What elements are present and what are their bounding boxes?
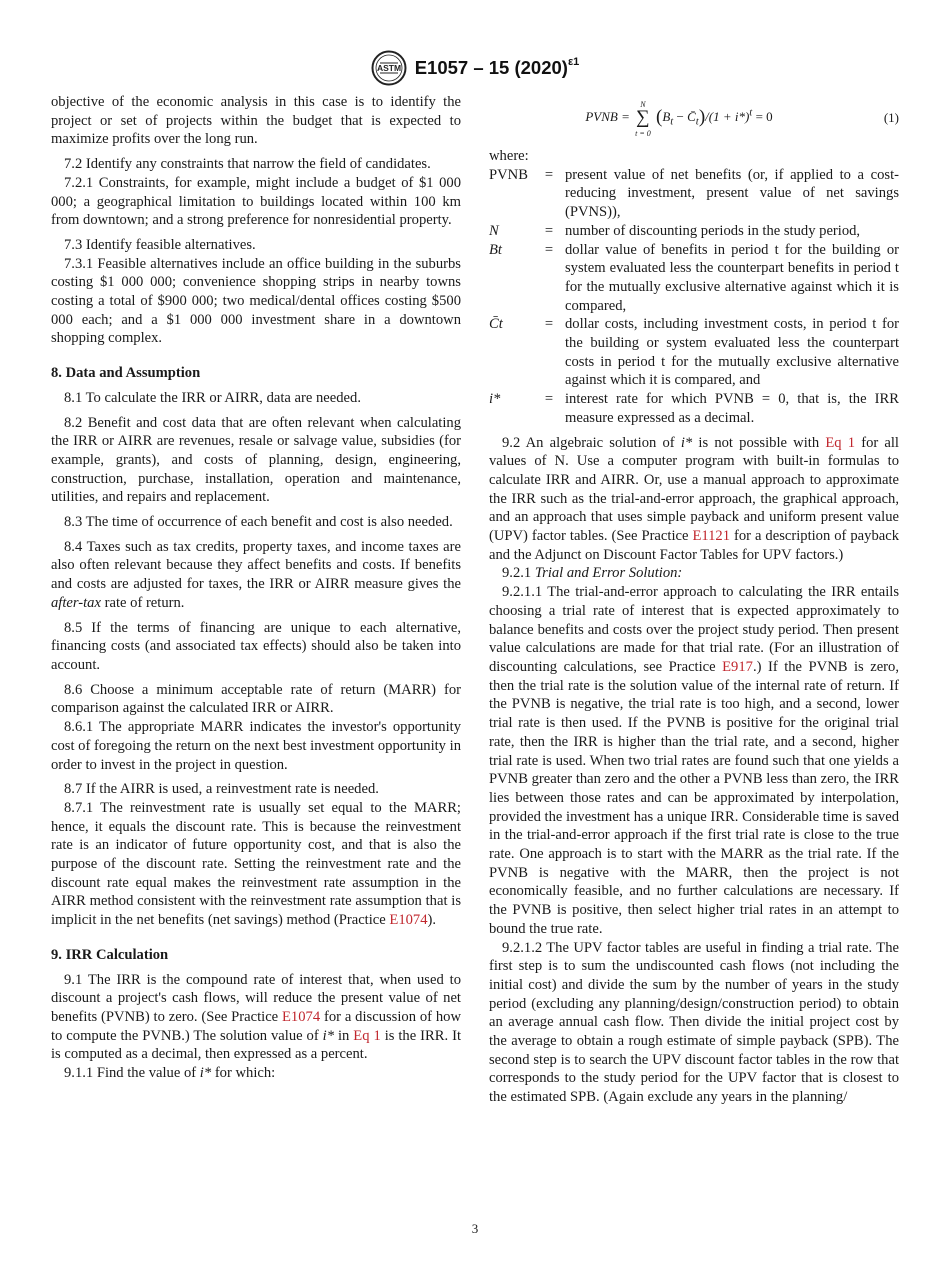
equation-number: (1) [883,109,899,125]
practice-e1121-link[interactable]: E1121 [692,528,730,545]
definition-text: dollar value of benefits in period t for the building or system evaluated less the counterpart benefits in period t for the mutually exclusive alternative against which it is compared, [565,241,899,314]
paragraph: 8.5 If the terms of financing are unique to each alternative, financing costs (and associated tax effects) should also be taken into account. [51,619,461,673]
paragraph: 9.1.1 Find the value of i* for which: [64,1065,276,1082]
left-column [51,93,461,1083]
astm-logo-text: ASTM [376,63,401,73]
definition-symbol: N [489,222,499,239]
page-number: 3 [471,1221,479,1236]
definition-text: interest rate for which PVNB = 0, that is, the IRR measure expressed as a decimal. [565,391,899,426]
standard-designation: E1057 – 15 $(2020)^{\varepsilon 1}$ [414,55,580,78]
paragraph: 9.2 An algebraic solution of i* is not possible with Eq 1 for all values of N. Use a computer program with built-in formulas to calculate IRR and AIRR. Or, use a manual approach to approximate the IRR such as the trial-and-error approach, the graphical approach, and an approach that uses simple payback and uniform present value (UPV) factor tables. (See Practice E1121 for a description of payback and the Adjunct on Discount Factor Tables for UPV factors.) [489,434,899,563]
definition-equals: = [544,391,554,408]
eq-1-link[interactable]: Eq 1 [825,434,856,451]
paragraph: 8.7 If the AIRR is used, a reinvestment rate is needed. [64,781,379,798]
paragraph: 8.7.1 The reinvestment rate is usually set equal to the MARR; hence, it equals the discount rate. This is because the reinvestment rate is an indicator of future opportunity cost, and that is also the purpose of the discount rate. Setting the reinvestment rate and the discount rate equal makes the reinvestment rate assumption in the AIRR method consistent with the reinvestment rate assumption that is implicit in the net benefits (net savings) method (Practice E1074). [51,799,461,929]
definition-symbol: PVNB [489,166,528,183]
definition-equals: = [544,166,554,183]
practice-e917-link[interactable]: E917 [722,658,753,675]
astm-logo-icon [371,50,407,86]
paragraph: 9.1 The IRR is the compound rate of interest that, when used to discount a project's cash flows, will reduce the present value of net benefits (PVNB) to zero. (See Practice E1074 for a discussion of how to compute the PVNB.) The solution value of i* in Eq 1 is the IRR. It is computed as a decimal, then expressed as a percent. [51,971,461,1063]
right-column [489,93,899,1107]
variable-definitions [489,166,899,428]
section-heading-8: 8. Data and Assumption [51,365,201,382]
where-label: where: [489,148,529,164]
definition-equals: = [544,316,554,333]
summation-icon: N ∑ t = 0 [635,100,651,138]
paragraph: 9.2.1.2 The UPV factor tables are useful in finding a trial rate. The first step is to sum the undiscounted cash flows (not including the initial cost) and divide the sum by the number of years in the study period (excluding any planning/design/construction period) to obtain an average annual cash flow. Then divide the initial project cost by the average to obtain a rough estimate of simple payback (SPB). The second step is to search the UPV discount factor tables in the row that corresponds to the study period for the UPV factor that is closest to the estimated SPB. (Again exclude any years in the planning/ [489,939,899,1106]
paragraph: 8.6 Choose a minimum acceptable rate of return (MARR) for comparison against the calculated IRR or AIRR. [51,681,461,717]
paragraph: 7.3 Identify feasible alternatives. [64,236,256,253]
section-heading-9: 9. IRR Calculation [51,946,169,963]
equation-body: PVNB = N ∑ t = 0 ($B_t$ − $C̄_t)/(1 + i*)^t = 0$ [585,100,773,138]
paragraph: 9.2.1 Trial and Error Solution: [502,565,683,582]
practice-e1074-link[interactable]: E1074 [282,1008,321,1025]
definition-row [489,166,899,222]
definition-symbol: i* [489,391,501,408]
designation-superscript: ε1 [567,55,580,68]
definition-equals: = [544,222,554,239]
definition-symbol: C̄t [489,316,503,333]
definition-text: dollar costs, including investment costs, in period t for the building or system evaluated less the counterpart costs in period t for the mutually exclusive alternative against which it is compared, and [565,316,899,389]
paragraph: 7.2.1 Constraints, for example, might include a budget of $1 000 000; a geographical limitation to buildings located within 100 km from downtown; and a strong preference for nonresidential property. [51,174,461,229]
paragraph: 8.4 Taxes such as tax credits, property taxes, and income taxes are also often relevant because they affect benefits and costs. If benefits and costs are adjusted for taxes, the IRR or AIRR measure gives the after-tax rate of return. [51,538,461,611]
definition-row [489,390,899,427]
definition-text: number of discounting periods in the study period, [565,222,861,239]
definition-text: present value of net benefits (or, if applied to a cost-reducing investment, present value of net savings (PVNS)), [565,166,899,221]
equation-1 [489,93,899,143]
paragraph: 7.3.1 Feasible alternatives include an office building in the suburbs costing $1 000 000; convenience shopping strips in nearby towns costing a total of $900 000; two medical/dental offices costing $500 000 each; and a $1 000 000 investment share in a downtown shopping complex. [51,255,461,347]
paragraph: 7.2 Identify any constraints that narrow the field of candidates. [64,156,431,173]
eq-1-link[interactable]: Eq 1 [353,1027,381,1044]
definition-row [489,315,899,390]
paragraph: objective of the economic analysis in this case is to identify the project or set of projects within the budget that is expected to maximize profits over the long run. [51,94,461,148]
paragraph: 9.2.1.1 The trial-and-error approach to calculating the IRR entails choosing a trial rate of interest that is expected approximately to balance benefits and costs over the project study period. Then present value calculations are made for that trial rate. (For an illustration of discounting calculations, see Practice E917.) If the PVNB is zero, then the trial rate is the solution value of the internal rate of return. If the PVNB is negative, the trial rate is too high, and a second, lower trial rate is then used. If the PVNB is positive for the original trial rate, then the IRR is higher than the trial rate, and a second, higher trial rate is used. When two trial rates are found such that one yields a PVNB greater than zero and the other a PVNB less than zero, the IRR lies between those rates and can be approximated by interpolation, provided the investment has a unique IRR. Considerable time is saved in the trial-and-error approach if the first trial rate is close to the true rate. One approach is to start with the MARR as the trial rate. If the PVNB is negative with the MARR, then the project is not economically feasible, and no further calculations are necessary. If the PVNB is positive, then select higher trial rates in an attempt to bound the true rate. [489,584,899,937]
paragraph: 8.1 To calculate the IRR or AIRR, data are needed. [64,389,361,406]
definition-symbol: Bt [489,241,502,258]
definition-equals: = [544,241,554,258]
paragraph: 8.6.1 The appropriate MARR indicates the investor's opportunity cost of foregoing the return on the next best investment opportunity in order to invest in the project in question. [51,719,461,773]
definition-row [489,222,899,241]
practice-e1074-link[interactable]: E1074 [389,912,428,929]
paragraph: 8.2 Benefit and cost data that are often relevant when calculating the IRR or AIRR are revenues, resale or salvage value, subsidies (for example, grants), and costs of planning, design, engineering, construction, purchase, installation, operation and maintenance, utilities, and repairs and replacement. [51,414,461,506]
definition-row [489,241,899,316]
page-header [0,50,950,86]
paragraph: 8.3 The time of occurrence of each benefit and cost is also needed. [64,514,453,531]
